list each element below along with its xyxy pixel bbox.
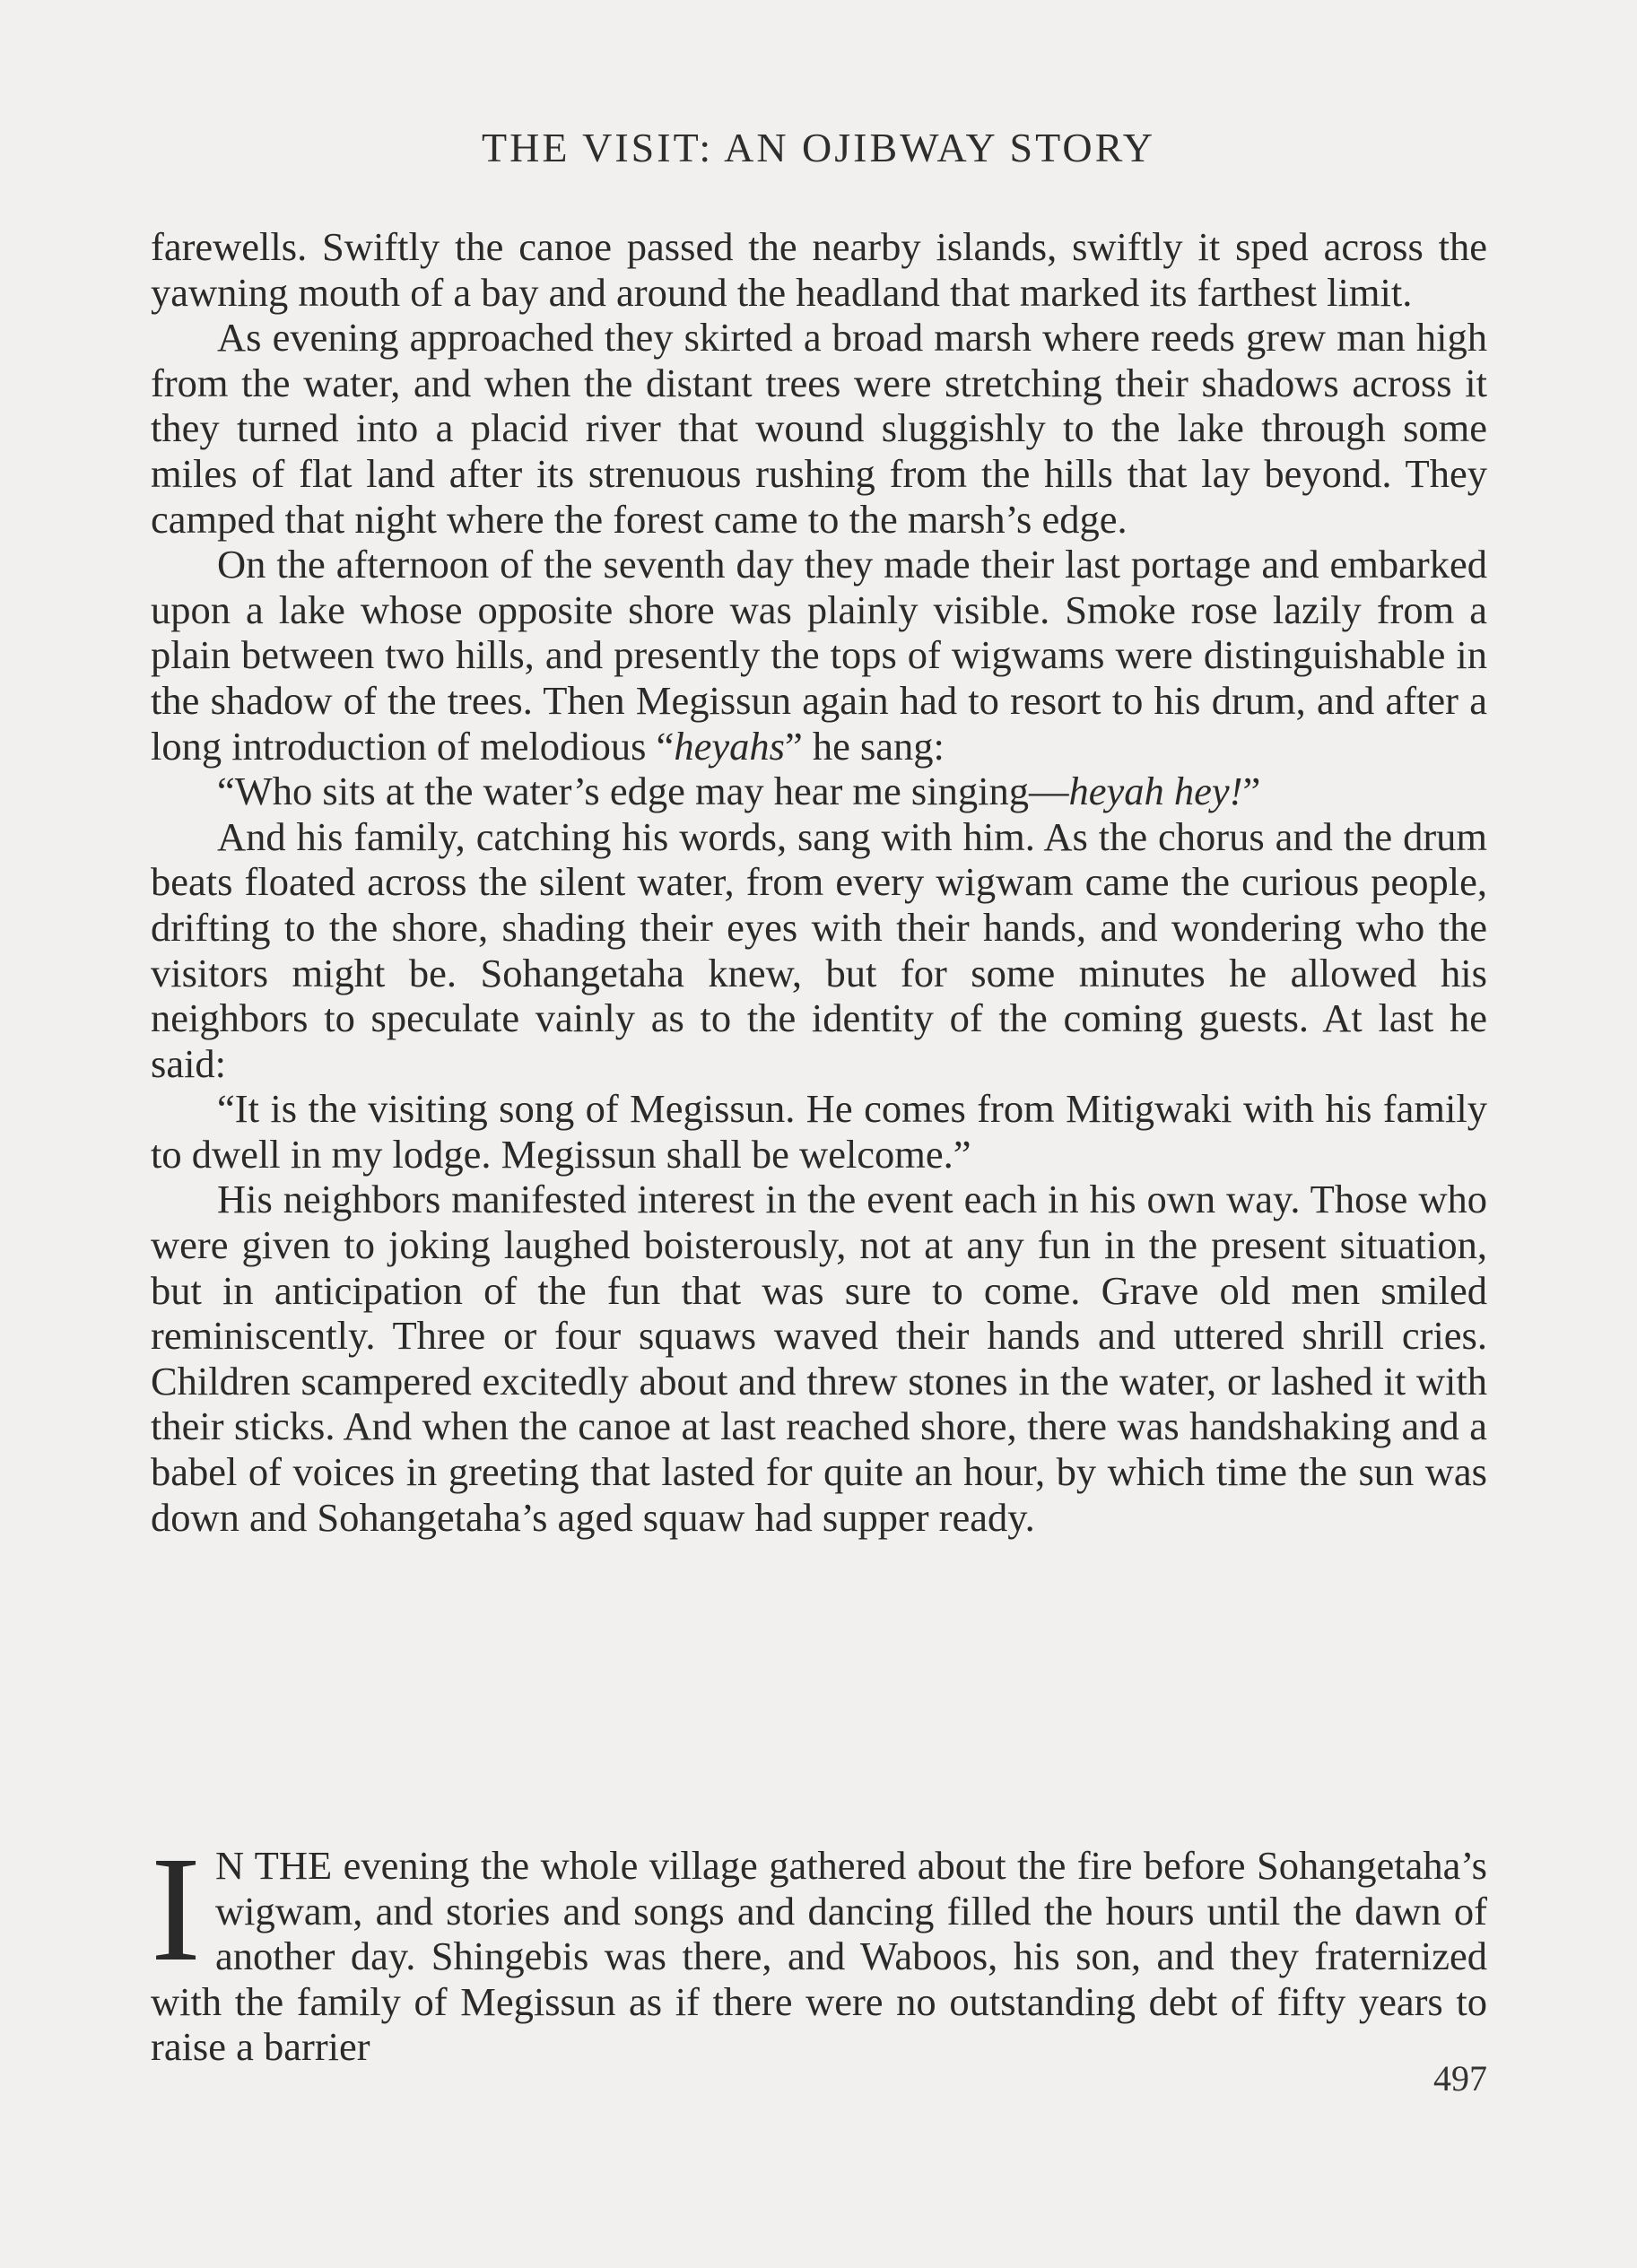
paragraph-3-tail: ” he sang: [784,723,945,769]
paragraph-1: farewells. Swiftly the canoe passed the nearby islands, swiftly it sped across the yawning mouth of a bay and around the headland that marked its farthest limit. [151,224,1487,315]
paragraph-6: “It is the visiting song of Megissun. He comes from Mitigwaki with his family to dwell in my lodge. Megissun shall be welcome.” [151,1086,1487,1177]
page-number: 497 [1433,2058,1487,2099]
drop-cap: I [151,1826,201,1993]
paragraph-4 [151,769,1487,814]
paragraph-4-tail: ” [1242,769,1261,814]
paragraph-5: And his family, catching his words, sang with him. As the chorus and the drum beats floated across the silent water, from every wigwam came the curious people, drifting to the shore, shading their eyes with their hands, and wondering who the visitors might be. Sohangetaha knew, but for some minutes he allowed his neighbors to speculate vainly as to the identity of the coming guests. At last he said: [151,813,1487,1086]
new-section [151,1826,1487,2070]
paragraph-7: His neighbors manifested interest in the event each in his own way. Those who were given to joking laughed boisterously, not at any fun in the present situation, but in anticipation of the fun that was sure to come. Grave old men smiled reminiscently. Three or four squaws waved their hands and uttered shrill cries. Children scampered excitedly about and threw stones in the water, or lashed it with their sticks. And when the canoe at last reached shore, there was handshaking and a babel of voices in greeting that lasted for quite an hour, by which time the sun was down and Sohangetaha’s aged squaw had supper ready. [151,1177,1487,1540]
paragraph-3 [151,542,1487,769]
paragraph-2: As evening approached they skirted a broad marsh where reeds grew man high from the water, and when the distant trees were stretching their shadows across it they turned into a placid river that wound sluggishly to the lake through some miles of flat land after its strenuous rushing from the hills that lay beyond. They camped that night where the forest came to the marsh’s edge. [151,315,1487,542]
paragraph-3-text: On the afternoon of the seventh day they made their last portage and embarked upon a lake whose opposite shore was plainly visible. Smoke rose lazily from a plain between two hills, and presently the tops of wigwams were distinguishable in the shadow of the trees. Then Megissun again had to resort to his drum, and after a long introduction of melodious “ [151,542,1487,769]
running-head: THE VISIT: AN OJIBWAY STORY [482,125,1155,170]
section-paragraph [151,1826,1487,2070]
body-text [151,224,1487,1540]
paragraph-4-text: “Who sits at the water’s edge may hear me singing— [217,769,1069,814]
paragraph-4-italic: heyah hey! [1068,769,1243,814]
paragraph-3-italic: heyahs [674,723,785,769]
section-text: N THE evening the whole village gathered about the fire before Sohangetaha’s wigwam, and stories and songs and dancing filled the hours until the dawn of another day. Shingebis was there, and Waboos, his son, and they fraternized with the family of Megissun as if there were no outstanding debt of fifty years to raise a barrier [151,1843,1487,2070]
